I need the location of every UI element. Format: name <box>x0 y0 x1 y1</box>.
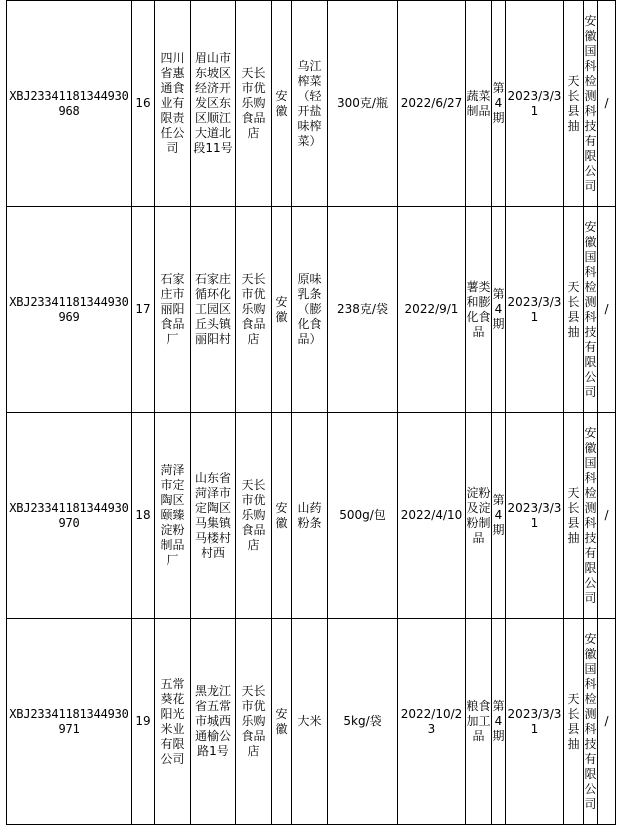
product-name-cell: 山药粉条 <box>292 413 328 619</box>
province-cell: 安徽 <box>272 619 292 825</box>
sequence-number-cell: 16 <box>132 1 155 207</box>
producer-address-cell: 石家庄循环化工园区丘头镇丽阳村 <box>191 207 236 413</box>
notice-date-cell: 2023/3/31 <box>506 619 564 825</box>
producer-name-cell: 菏泽市定陶区颐臻淀粉制品厂 <box>155 413 191 619</box>
remark-cell: / <box>598 207 616 413</box>
food-category-cell: 蔬菜制品 <box>466 1 492 207</box>
inspection-org-cell: 安徽国科检测科技有限公司 <box>584 413 598 619</box>
producer-name-cell: 石家庄市丽阳食品厂 <box>155 207 191 413</box>
production-date-cell: 2022/9/1 <box>398 207 466 413</box>
food-category-cell: 粮食加工品 <box>466 619 492 825</box>
remark-cell: / <box>598 619 616 825</box>
product-name-cell: 大米 <box>292 619 328 825</box>
task-source-cell: 天长县抽 <box>564 1 584 207</box>
sampling-results-table <box>6 0 616 825</box>
province-cell: 安徽 <box>272 207 292 413</box>
remark-cell: / <box>598 1 616 207</box>
round-cell: 第4期 <box>492 619 506 825</box>
inspection-org-cell: 安徽国科检测科技有限公司 <box>584 1 598 207</box>
notice-date-cell: 2023/3/31 <box>506 207 564 413</box>
product-name-cell: 原味乳条（膨化食品） <box>292 207 328 413</box>
product-name-cell: 乌江榨菜（轻开盐味榨菜） <box>292 1 328 207</box>
specification-cell: 300克/瓶 <box>328 1 398 207</box>
sequence-number-cell: 17 <box>132 207 155 413</box>
specification-cell: 5kg/袋 <box>328 619 398 825</box>
producer-address-cell: 眉山市东坡区经济开发区东区顺江大道北段11号 <box>191 1 236 207</box>
sampled-unit-cell: 天长市优乐购食品店 <box>236 1 272 207</box>
food-category-cell: 薯类和膨化食品 <box>466 207 492 413</box>
specification-cell: 500g/包 <box>328 413 398 619</box>
producer-name-cell: 五常葵花阳光米业有限公司 <box>155 619 191 825</box>
production-date-cell: 2022/6/27 <box>398 1 466 207</box>
notice-date-cell: 2023/3/31 <box>506 413 564 619</box>
sampled-unit-cell: 天长市优乐购食品店 <box>236 207 272 413</box>
sequence-number-cell: 18 <box>132 413 155 619</box>
sample-code-cell: XBJ23341181344930971 <box>7 619 132 825</box>
sampled-unit-cell: 天长市优乐购食品店 <box>236 619 272 825</box>
round-cell: 第4期 <box>492 207 506 413</box>
producer-name-cell: 四川省惠通食业有限责任公司 <box>155 1 191 207</box>
food-category-cell: 淀粉及淀粉制品 <box>466 413 492 619</box>
production-date-cell: 2022/10/23 <box>398 619 466 825</box>
province-cell: 安徽 <box>272 413 292 619</box>
table-body <box>7 1 616 825</box>
specification-cell: 238克/袋 <box>328 207 398 413</box>
inspection-org-cell: 安徽国科检测科技有限公司 <box>584 619 598 825</box>
sample-code-cell: XBJ23341181344930970 <box>7 413 132 619</box>
table-row <box>7 413 616 619</box>
producer-address-cell: 黑龙江省五常市城西通榆公路1号 <box>191 619 236 825</box>
province-cell: 安徽 <box>272 1 292 207</box>
table-row <box>7 207 616 413</box>
sample-code-cell: XBJ23341181344930968 <box>7 1 132 207</box>
production-date-cell: 2022/4/10 <box>398 413 466 619</box>
round-cell: 第4期 <box>492 413 506 619</box>
sequence-number-cell: 19 <box>132 619 155 825</box>
producer-address-cell: 山东省菏泽市定陶区马集镇马楼村村西 <box>191 413 236 619</box>
task-source-cell: 天长县抽 <box>564 619 584 825</box>
sample-code-cell: XBJ23341181344930969 <box>7 207 132 413</box>
table-row <box>7 619 616 825</box>
table-row <box>7 1 616 207</box>
task-source-cell: 天长县抽 <box>564 207 584 413</box>
inspection-org-cell: 安徽国科检测科技有限公司 <box>584 207 598 413</box>
remark-cell: / <box>598 413 616 619</box>
sampled-unit-cell: 天长市优乐购食品店 <box>236 413 272 619</box>
task-source-cell: 天长县抽 <box>564 413 584 619</box>
notice-date-cell: 2023/3/31 <box>506 1 564 207</box>
round-cell: 第4期 <box>492 1 506 207</box>
